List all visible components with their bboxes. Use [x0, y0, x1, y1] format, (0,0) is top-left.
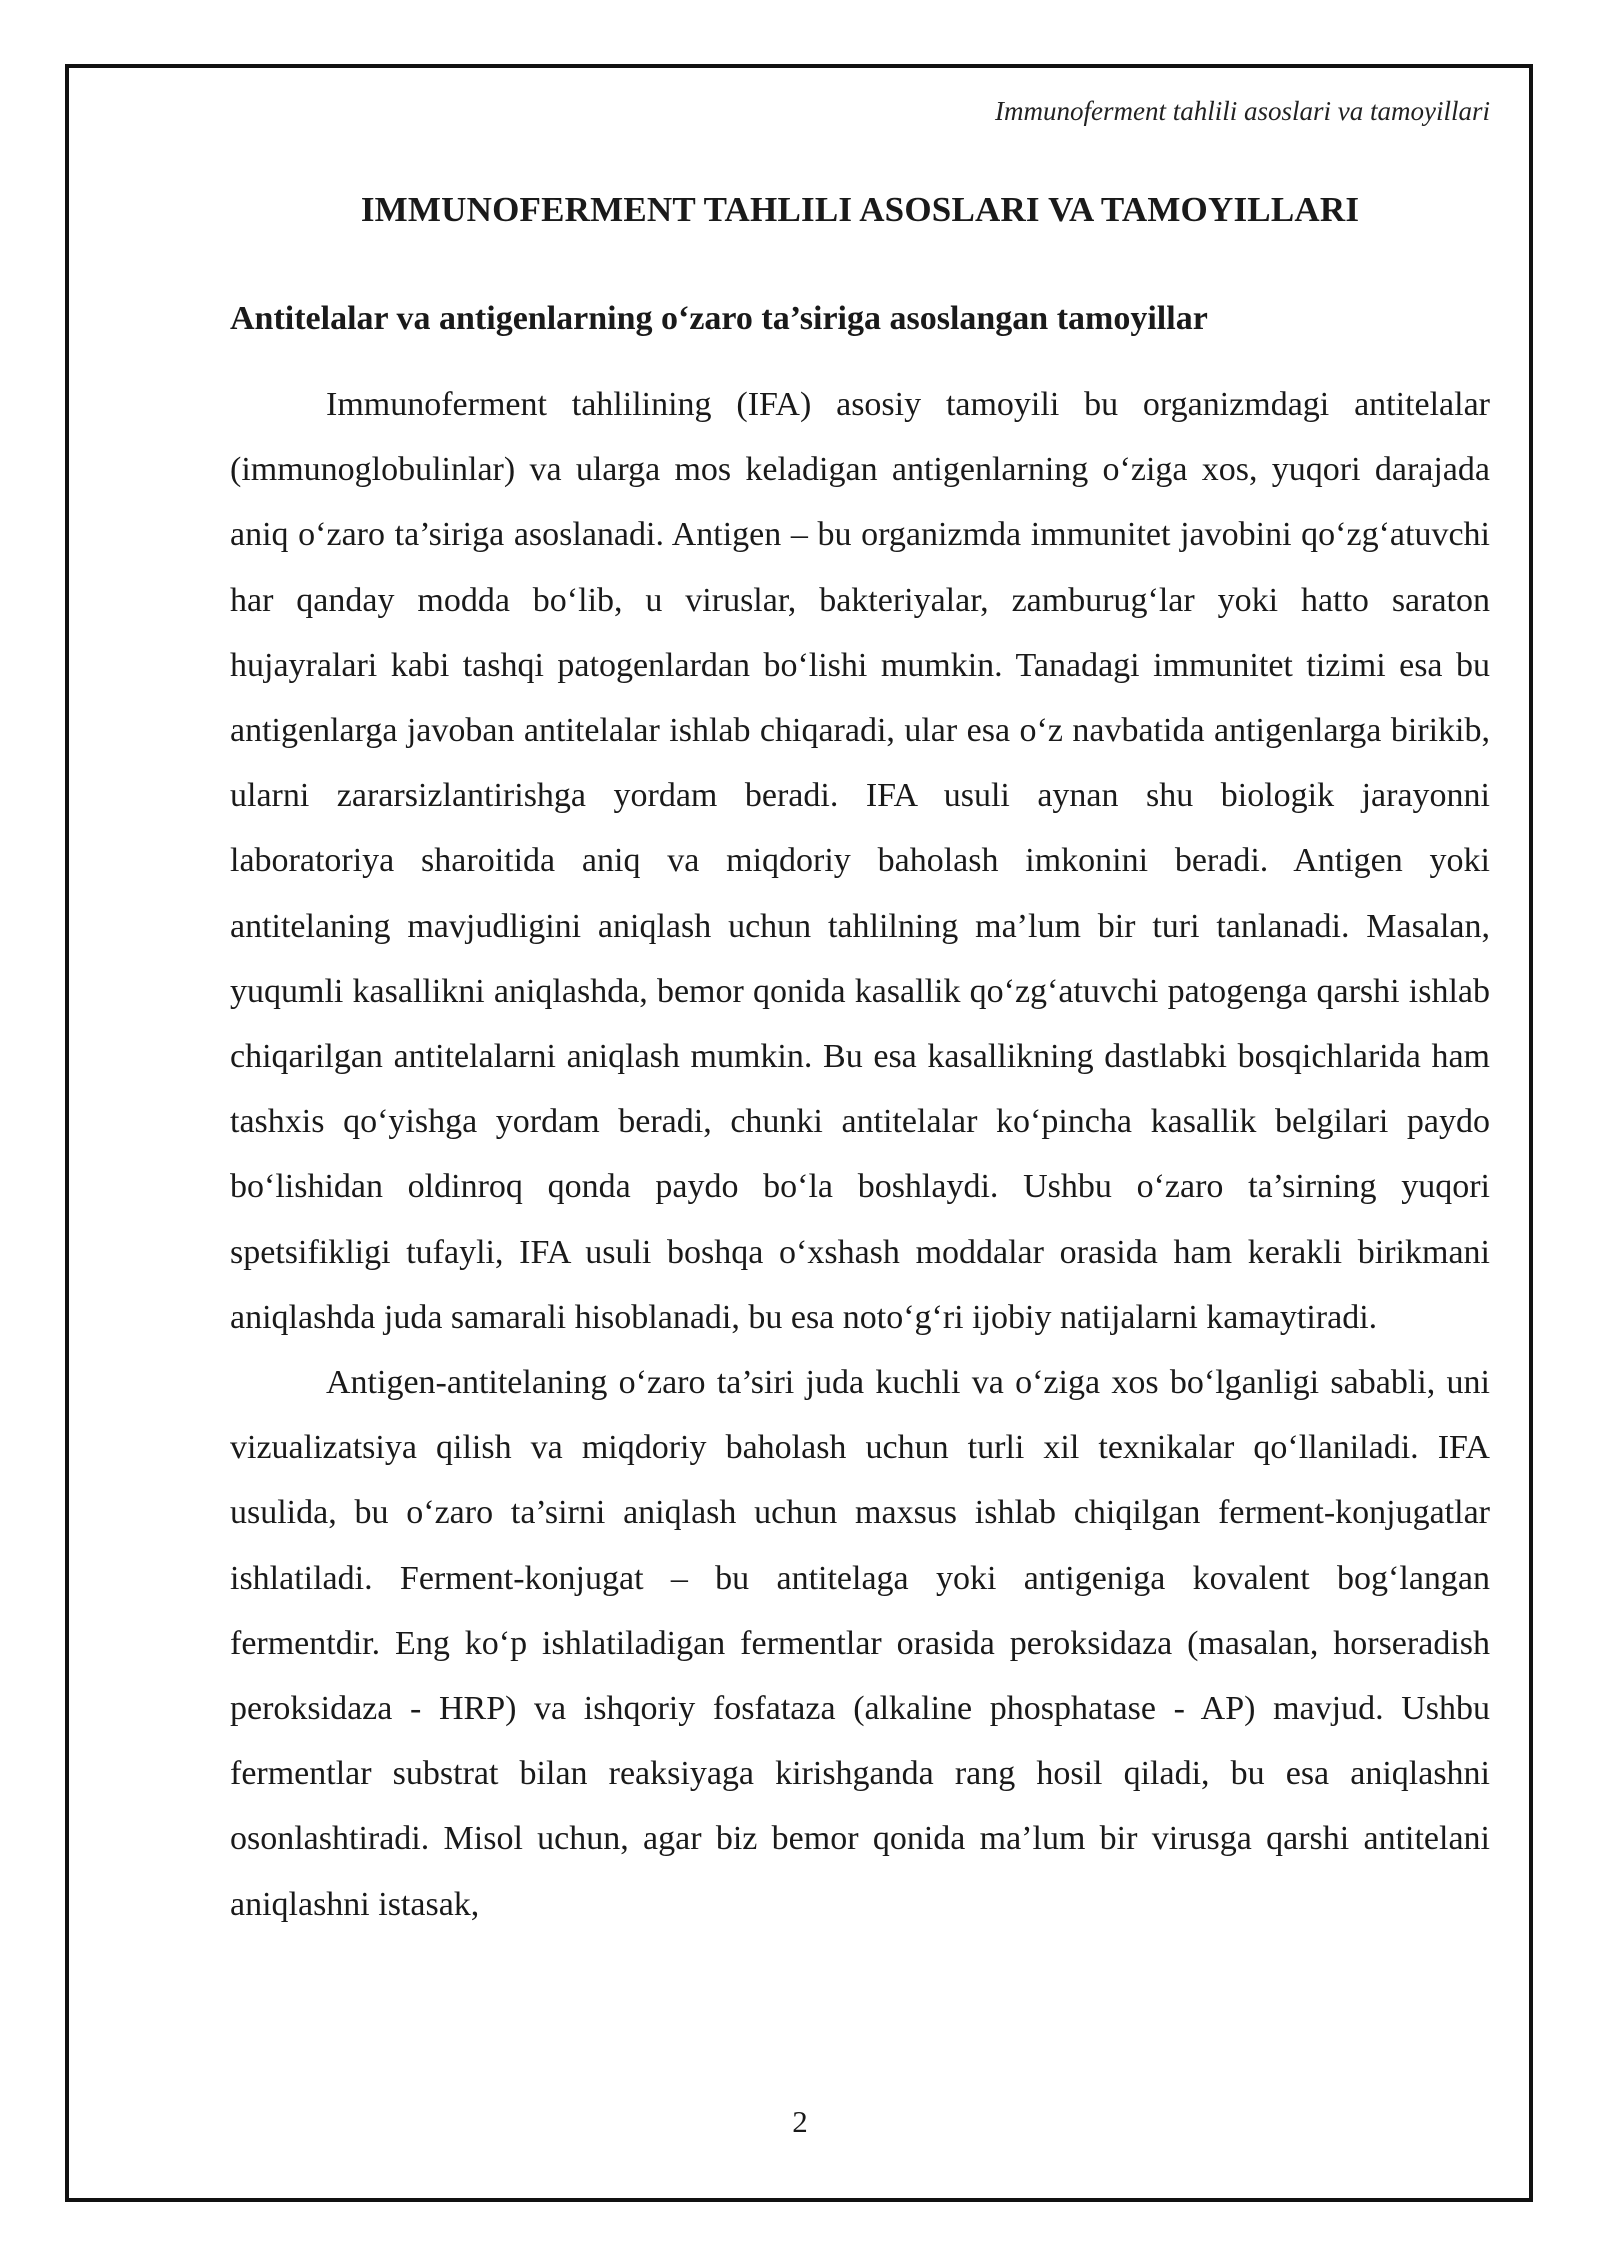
paragraph-1: Immunoferment tahlilining (IFA) asosiy tamoyili bu organizmdagi antitelalar (immunoglobulinlar) va ularga mos keladigan antigenlarning o‘ziga xos, yuqori darajada aniq o‘zaro ta’siriga asoslanadi. Antigen – bu organizmda immunitet javobini qo‘zg‘atuvchi har qanday modda bo‘lib, u viruslar, bakteriyalar, zamburug‘lar yoki hatto saraton hujayralari kabi tashqi patogenlardan bo‘lishi mumkin. Tanadagi immunitet tizimi esa bu antigenlarga javoban antitelalar ishlab chiqaradi, ular esa o‘z navbatida antigenlarga birikib, ularni zararsizlantirishga yordam beradi. IFA usuli aynan shu biologik jarayonni laboratoriya sharoitida aniq va miqdoriy baholash imkonini beradi. Antigen yoki antitelaning mavjudligini aniqlash uchun tahlilning ma’lum bir turi tanlanadi. Masalan, yuqumli kasallikni aniqlashda, bemor qonida kasallik qo‘zg‘atuvchi patogenga qarshi ishlab chiqarilgan antitelalarni aniqlash mumkin. Bu esa kasallikning dastlabki bosqichlarida ham tashxis qo‘yishga yordam beradi, chunki antitelalar ko‘pincha kasallik belgilari paydo bo‘lishidan oldinroq qonda paydo bo‘la boshlaydi. Ushbu o‘zaro ta’sirning yuqori spetsifikligi tufayli, IFA usuli boshqa o‘xshash moddalar orasida ham kerakli birikmani aniqlashda juda samarali hisoblanadi, bu esa noto‘g‘ri ijobiy natijalarni kamaytiradi. — [230, 386, 1490, 1336]
document-title: IMMUNOFERMENT TAHLILI ASOSLARI VA TAMOYILLARI — [360, 190, 1360, 229]
section-heading: Antitelalar va antigenlarning o‘zaro ta’siriga asoslangan tamoyillar — [230, 300, 1208, 337]
body-text — [230, 372, 1490, 1937]
page-number: 2 — [792, 2104, 808, 2139]
running-header: Immunoferment tahlili asoslari va tamoyillari — [995, 96, 1490, 126]
paragraph-2: Antigen-antitelaning o‘zaro ta’siri juda kuchli va o‘ziga xos bo‘lganligi sababli, uni vizualizatsiya qilish va miqdoriy baholash uchun turli xil texnikalar qo‘llaniladi. IFA usulida, bu o‘zaro ta’sirni aniqlash uchun maxsus ishlab chiqilgan ferment-konjugatlar ishlatiladi. Ferment-konjugat – bu antitelaga yoki antigeniga kovalent bog‘langan fermentdir. Eng ko‘p ishlatiladigan fermentlar orasida peroksidaza (masalan, horseradish peroksidaza - HRP) va ishqoriy fosfataza (alkaline phosphatase - AP) mavjud. Ushbu fermentlar substrat bilan reaksiyaga kirishganda rang hosil qiladi, bu esa aniqlashni osonlashtiradi. Misol uchun, agar biz bemor qonida ma’lum bir virusga qarshi antitelani aniqlashni istasak, — [230, 1364, 1490, 1923]
